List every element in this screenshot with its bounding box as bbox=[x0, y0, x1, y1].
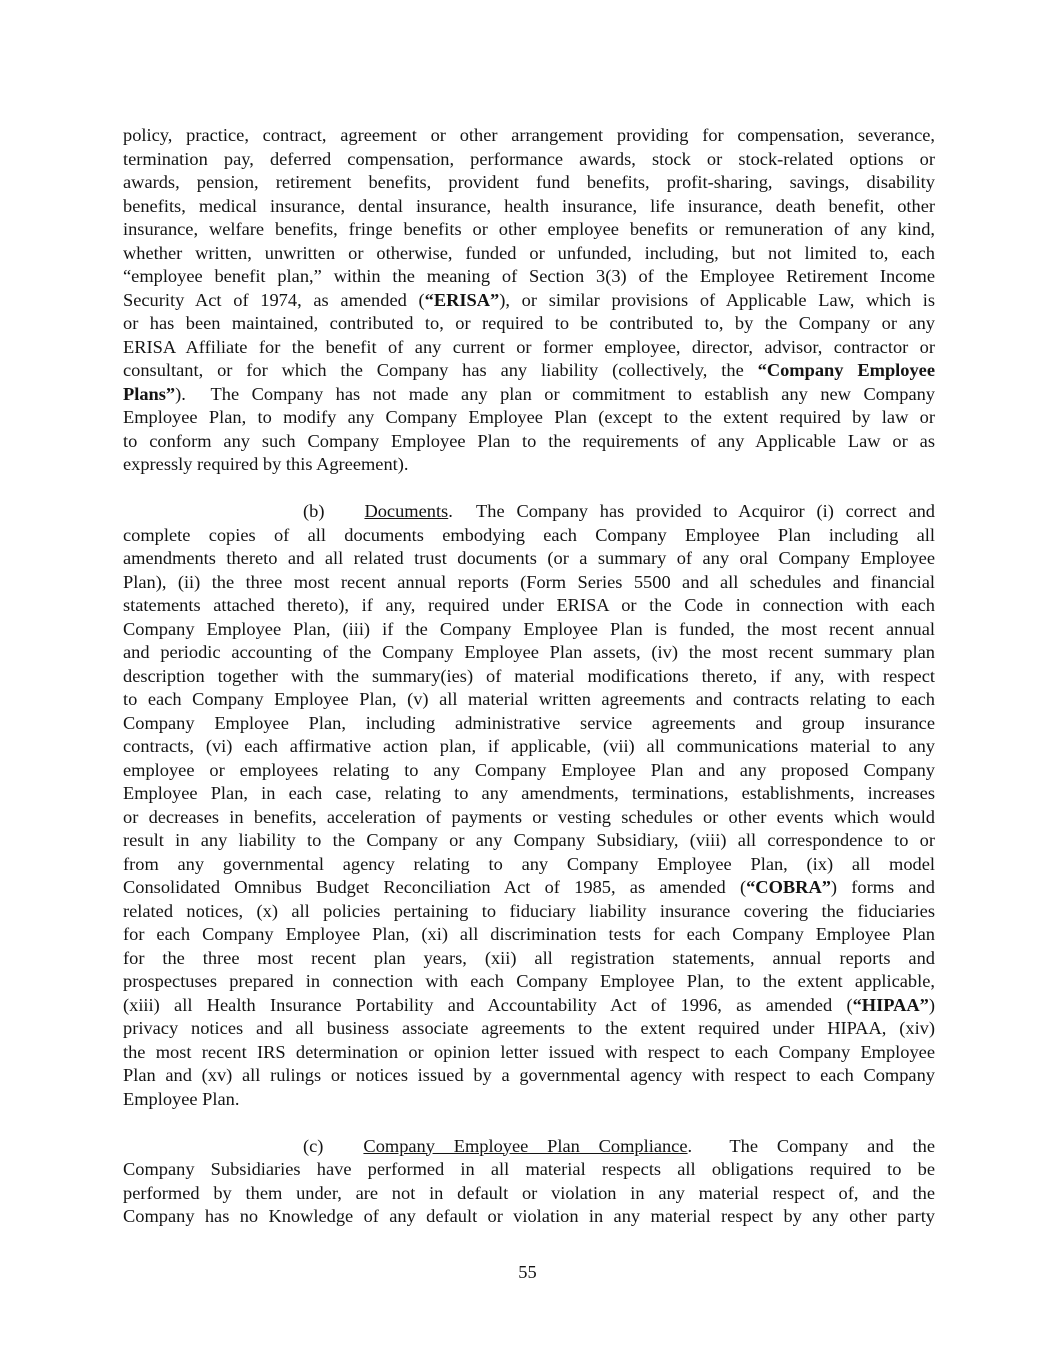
document-body bbox=[123, 124, 935, 1229]
text-line bbox=[123, 242, 935, 266]
page-footer bbox=[0, 1261, 1055, 1285]
text-run: from any governmental agency relating to any Company Employee Plan, (ix) all model bbox=[123, 853, 935, 874]
text-run: awards, pension, retirement benefits, provident fund benefits, profit-sharing, savings, disability bbox=[123, 172, 935, 192]
text-run: performed by them under, are not in default or violation in any material respect of, and the bbox=[123, 1182, 935, 1203]
text-run: Company Employee Plan, including administrative service agreements and group insurance bbox=[123, 712, 935, 733]
text-line bbox=[123, 735, 935, 759]
text-line bbox=[123, 500, 935, 524]
text-line bbox=[123, 1088, 935, 1112]
text-line bbox=[123, 289, 935, 313]
text-line bbox=[123, 524, 935, 548]
text-line bbox=[123, 876, 935, 900]
text-run: or decreases in benefits, acceleration of payments or vesting schedules or other events which would bbox=[123, 806, 935, 827]
text-line bbox=[123, 1182, 935, 1206]
text-line bbox=[123, 618, 935, 642]
text-line bbox=[123, 195, 935, 219]
text-run: prospectuses prepared in connection with each Company Employee Plan, to the extent applicable, bbox=[123, 971, 935, 991]
text-run: . The Company has provided to Acquiror (i) correct and bbox=[448, 501, 935, 521]
text-run: ). The Company has not made any plan or commitment to establish any new Company bbox=[175, 383, 935, 404]
defined-term: Plans” bbox=[123, 383, 176, 404]
text-run: the most recent IRS determination or opinion letter issued with respect to each Company Employee bbox=[123, 1041, 935, 1062]
text-run: to conform any such Company Employee Plan to the requirements of any Applicable Law or as bbox=[123, 430, 935, 451]
text-run: Company Employee Plan, (iii) if the Company Employee Plan is funded, the most recent annual bbox=[123, 618, 935, 639]
text-line bbox=[123, 453, 935, 477]
text-line bbox=[123, 947, 935, 971]
text-line bbox=[123, 406, 935, 430]
text-run: and periodic accounting of the Company Employee Plan assets, (iv) the most recent summary plan bbox=[123, 642, 935, 662]
text-line bbox=[123, 547, 935, 571]
text-line bbox=[123, 759, 935, 783]
text-run: for each Company Employee Plan, (xi) all discrimination tests for each Company Employee Plan bbox=[123, 924, 935, 944]
text-line bbox=[123, 900, 935, 924]
text-line bbox=[123, 148, 935, 172]
text-run: or has been maintained, contributed to, or required to be contributed to, by the Company or any bbox=[123, 313, 935, 333]
text-line bbox=[123, 1017, 935, 1041]
text-run: (b) bbox=[303, 501, 325, 521]
text-line bbox=[123, 970, 935, 994]
text-run: policy, practice, contract, agreement or other arrangement providing for compensation, severance, bbox=[123, 125, 935, 145]
text-run: Employee Plan, in each case, relating to any amendments, terminations, establishments, increases bbox=[123, 783, 935, 803]
defined-term: “Company Employee bbox=[757, 360, 935, 380]
text-run: amendments thereto and all related trust documents (or a summary of any oral Company Employee bbox=[123, 548, 935, 568]
text-line bbox=[123, 1135, 935, 1159]
text-line bbox=[123, 1205, 935, 1229]
page-number: 55 bbox=[518, 1262, 537, 1282]
text-run: “employee benefit plan,” within the meaning of Section 3(3) of the Employee Retirement Income bbox=[123, 266, 935, 286]
text-line bbox=[123, 1041, 935, 1065]
text-run: insurance, welfare benefits, fringe benefits or other employee benefits or remuneration of any kind, bbox=[123, 219, 935, 239]
text-run: Employee Plan. bbox=[123, 1088, 240, 1109]
text-run: complete copies of all documents embodying each Company Employee Plan including all bbox=[123, 524, 935, 545]
text-line bbox=[123, 265, 935, 289]
text-line bbox=[123, 218, 935, 242]
defined-term: “ERISA” bbox=[424, 289, 500, 310]
text-run: Consolidated Omnibus Budget Reconciliation Act of 1985, as amended ( bbox=[123, 877, 747, 897]
text-line bbox=[123, 1158, 935, 1182]
text-run: privacy notices and all business associate agreements to the extent required under HIPAA, (xiv) bbox=[123, 1018, 935, 1038]
text-run: to each Company Employee Plan, (v) all material written agreements and contracts relating to each bbox=[123, 689, 935, 709]
text-line bbox=[123, 124, 935, 148]
paragraph-b-documents bbox=[123, 500, 935, 1111]
text-line bbox=[123, 782, 935, 806]
text-line bbox=[123, 171, 935, 195]
text-line bbox=[123, 594, 935, 618]
text-line bbox=[123, 665, 935, 689]
text-run: . The Company and the bbox=[687, 1135, 935, 1156]
text-line bbox=[123, 430, 935, 454]
text-line bbox=[123, 806, 935, 830]
text-run: whether written, unwritten or otherwise, funded or unfunded, including, but not limited to, each bbox=[123, 242, 935, 263]
text-run: (c) bbox=[303, 1135, 324, 1156]
text-line bbox=[123, 923, 935, 947]
text-run: Employee Plan, to modify any Company Employee Plan (except to the extent required by law or bbox=[123, 407, 935, 427]
text-run: contracts, (vi) each affirmative action plan, if applicable, (vii) all communications material to any bbox=[123, 736, 935, 756]
text-run: termination pay, deferred compensation, performance awards, stock or stock-related options or bbox=[123, 148, 935, 169]
text-run: Security Act of 1974, as amended ( bbox=[123, 289, 425, 310]
defined-term: “COBRA” bbox=[746, 877, 831, 897]
text-line bbox=[123, 336, 935, 360]
text-run: (xiii) all Health Insurance Portability and Accountability Act of 1996, as amended ( bbox=[123, 994, 853, 1015]
text-line bbox=[123, 829, 935, 853]
text-line bbox=[123, 1064, 935, 1088]
text-run: for the three most recent plan years, (xii) all registration statements, annual reports and bbox=[123, 947, 935, 968]
text-run: expressly required by this Agreement). bbox=[123, 454, 409, 474]
text-run: Company has no Knowledge of any default or violation in any material respect by any other party bbox=[123, 1206, 935, 1226]
text-line bbox=[123, 712, 935, 736]
text-run: ), or similar provisions of Applicable Law, which is bbox=[499, 289, 935, 310]
text-run: related notices, (x) all policies pertaining to fiduciary liability insurance covering the fiduciaries bbox=[123, 900, 935, 921]
text-run: description together with the summary(ies) of material modifications thereto, if any, with respect bbox=[123, 665, 935, 686]
text-run: Company Subsidiaries have performed in all material respects all obligations required to be bbox=[123, 1159, 935, 1179]
text-line bbox=[123, 571, 935, 595]
text-line bbox=[123, 383, 935, 407]
text-run: result in any liability to the Company or any Company Subsidiary, (viii) all correspondence to or bbox=[123, 830, 935, 850]
defined-term: “HIPAA” bbox=[852, 994, 929, 1015]
section-heading: Company Employee Plan Compliance bbox=[363, 1135, 688, 1156]
text-run: consultant, or for which the Company has any liability (collectively, the bbox=[123, 360, 758, 380]
text-run: ) forms and bbox=[830, 877, 935, 897]
text-run: ERISA Affiliate for the benefit of any current or former employee, director, advisor, contractor or bbox=[123, 336, 935, 357]
text-run: Plan), (ii) the three most recent annual reports (Form Series 5500 and all schedules and financial bbox=[123, 571, 935, 592]
text-line bbox=[123, 994, 935, 1018]
text-line bbox=[123, 688, 935, 712]
paragraph-c-compliance bbox=[123, 1135, 935, 1229]
paragraph-employee-plans-definition bbox=[123, 124, 935, 477]
text-line bbox=[123, 359, 935, 383]
text-run: employee or employees relating to any Company Employee Plan and any proposed Company bbox=[123, 759, 935, 780]
text-run: Plan and (xv) all rulings or notices issued by a governmental agency with respect to each Company bbox=[123, 1065, 935, 1085]
text-line bbox=[123, 641, 935, 665]
section-heading: Documents bbox=[364, 501, 449, 521]
text-line bbox=[123, 853, 935, 877]
text-run: ) bbox=[928, 994, 935, 1015]
text-run: benefits, medical insurance, dental insurance, health insurance, life insurance, death benefit, other bbox=[123, 195, 935, 216]
text-line bbox=[123, 312, 935, 336]
text-run: statements attached thereto), if any, required under ERISA or the Code in connection with each bbox=[123, 595, 935, 615]
